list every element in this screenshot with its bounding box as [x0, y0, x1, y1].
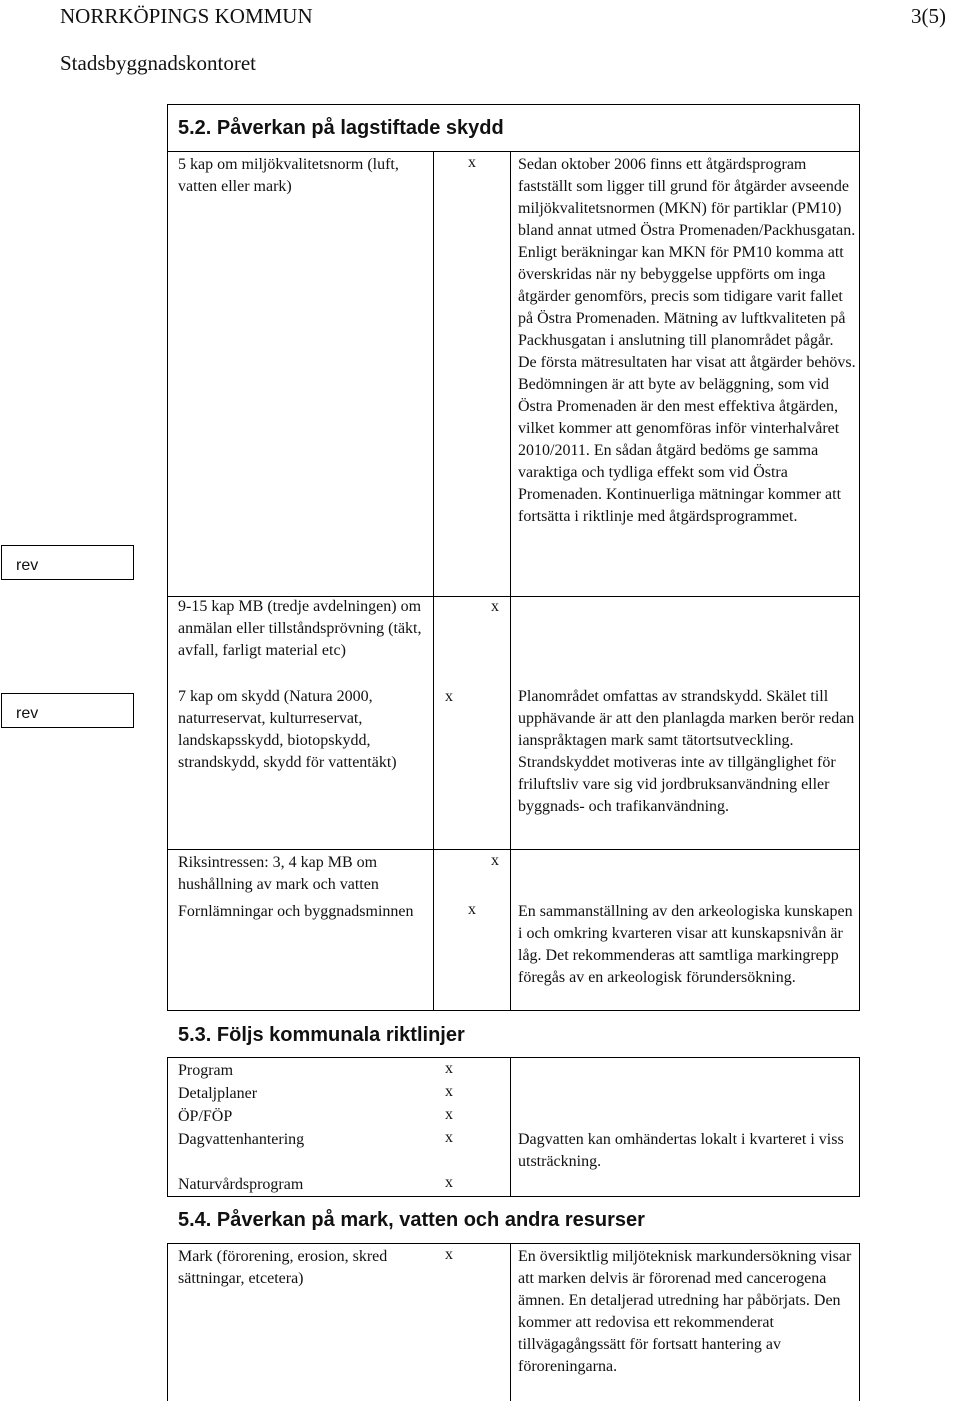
row-label: Fornlämningar och byggnadsminnen: [178, 903, 414, 920]
mark-x: x: [468, 901, 476, 918]
section-title: 5.4. Påverkan på mark, vatten och andra resurser: [178, 1209, 645, 1231]
section-title: 5.3. Följs kommunala riktlinjer: [178, 1024, 465, 1046]
row-label: Riksintressen: 3, 4 kap MB om hushållning av mark och vatten: [178, 854, 379, 893]
department-name: Stadsbyggnadskontoret: [60, 51, 256, 75]
row-comment: Sedan oktober 2006 finns ett åtgärdsprogram fastställt som ligger till grund för åtgärder avseende miljökvalitetsnormen (MKN) för partiklar (PM10) bland annat utmed Östra Promenaden/Packhusgatan. Enligt beräkningar kan MKN för PM10 komma att överskridas när ny bebyggelse uppförts om inga åtgärder genomförs, precis som tidigare varit fallet på Östra Promenaden. Mätning av luftkvaliteten på Packhusgatan i anslutning till planområdet pågår. De första mätresultaten har visat att åtgärder behövs. Bedömningen är att byte av beläggning, som vid Östra Promenaden är den mest effektiva åtgärden, vilket kommer att genomföras inför vinterhalvåret 2010/2011. En sådan åtgärd bedöms ge samma varaktiga och tydliga effekt som vid Östra Promenaden. Kontinuerliga mätningar kommer att fortsätta i riktlinje med åtgärdsprogrammet.: [518, 156, 856, 525]
mark-x: x: [445, 1106, 453, 1123]
mark-x: x: [445, 1060, 453, 1077]
mark-x: x: [445, 1129, 453, 1146]
mark-x: x: [491, 852, 499, 869]
organization-name: NORRKÖPINGS KOMMUN: [60, 4, 313, 28]
row-comment: Dagvatten kan omhändertas lokalt i kvarteret i viss utsträckning.: [518, 1131, 844, 1170]
row-label: Mark (förorening, erosion, skred sättningar, etcetera): [178, 1248, 388, 1287]
row-comment: Planområdet omfattas av strandskydd. Skälet till upphävande är att den planlagda marken berör redan ianspråktagen mark samt tätortsutveckling. Strandskyddet motiveras inte av tillgänglighet för friluftsliv vare sig vid jordbruksanvändning eller byggnads- och trafikanvändning.: [518, 688, 855, 815]
row-comment: En översiktlig miljöteknisk markundersökning visar att marken delvis är förorenad med cancerogena ämnen. En detaljerad utredning har påbörjats. Den kommer att redovisa ett rekommenderat tillvägagångssätt för fortsatt hantering av föroreningarna.: [518, 1248, 852, 1375]
row-comment: En sammanställning av den arkeologiska kunskapen i och omkring kvarteren visar att kunskapsnivån är låg. Det rekommenderas att samtliga markingrepp föregås av en arkeologisk förundersökning.: [518, 903, 853, 986]
row-label: Naturvårdsprogram: [178, 1176, 304, 1193]
row-label: 9-15 kap MB (tredje avdelningen) om anmälan eller tillståndsprövning (täkt, avfall, farligt material etc): [178, 598, 422, 659]
row-label: 7 kap om skydd (Natura 2000, naturreservat, kulturreservat, landskapsskydd, biotopskydd, strandskydd, skydd för vattentäkt): [178, 688, 397, 771]
mark-x: x: [445, 1083, 453, 1100]
mark-x: x: [445, 688, 453, 705]
mark-x: x: [445, 1246, 453, 1263]
section-title: 5.2. Påverkan på lagstiftade skydd: [178, 117, 504, 139]
revision-marker: rev: [1, 693, 134, 728]
mark-x: x: [445, 1174, 453, 1191]
row-label: Detaljplaner: [178, 1085, 258, 1102]
row-label: Program: [178, 1062, 234, 1079]
page-number: 3(5): [911, 4, 946, 28]
row-label: 5 kap om miljökvalitetsnorm (luft, vatten eller mark): [178, 156, 399, 195]
mark-x: x: [491, 598, 499, 615]
revision-marker: rev: [1, 545, 134, 580]
row-label: Dagvattenhantering: [178, 1131, 305, 1148]
row-label: ÖP/FÖP: [178, 1108, 233, 1125]
mark-x: x: [468, 154, 476, 171]
